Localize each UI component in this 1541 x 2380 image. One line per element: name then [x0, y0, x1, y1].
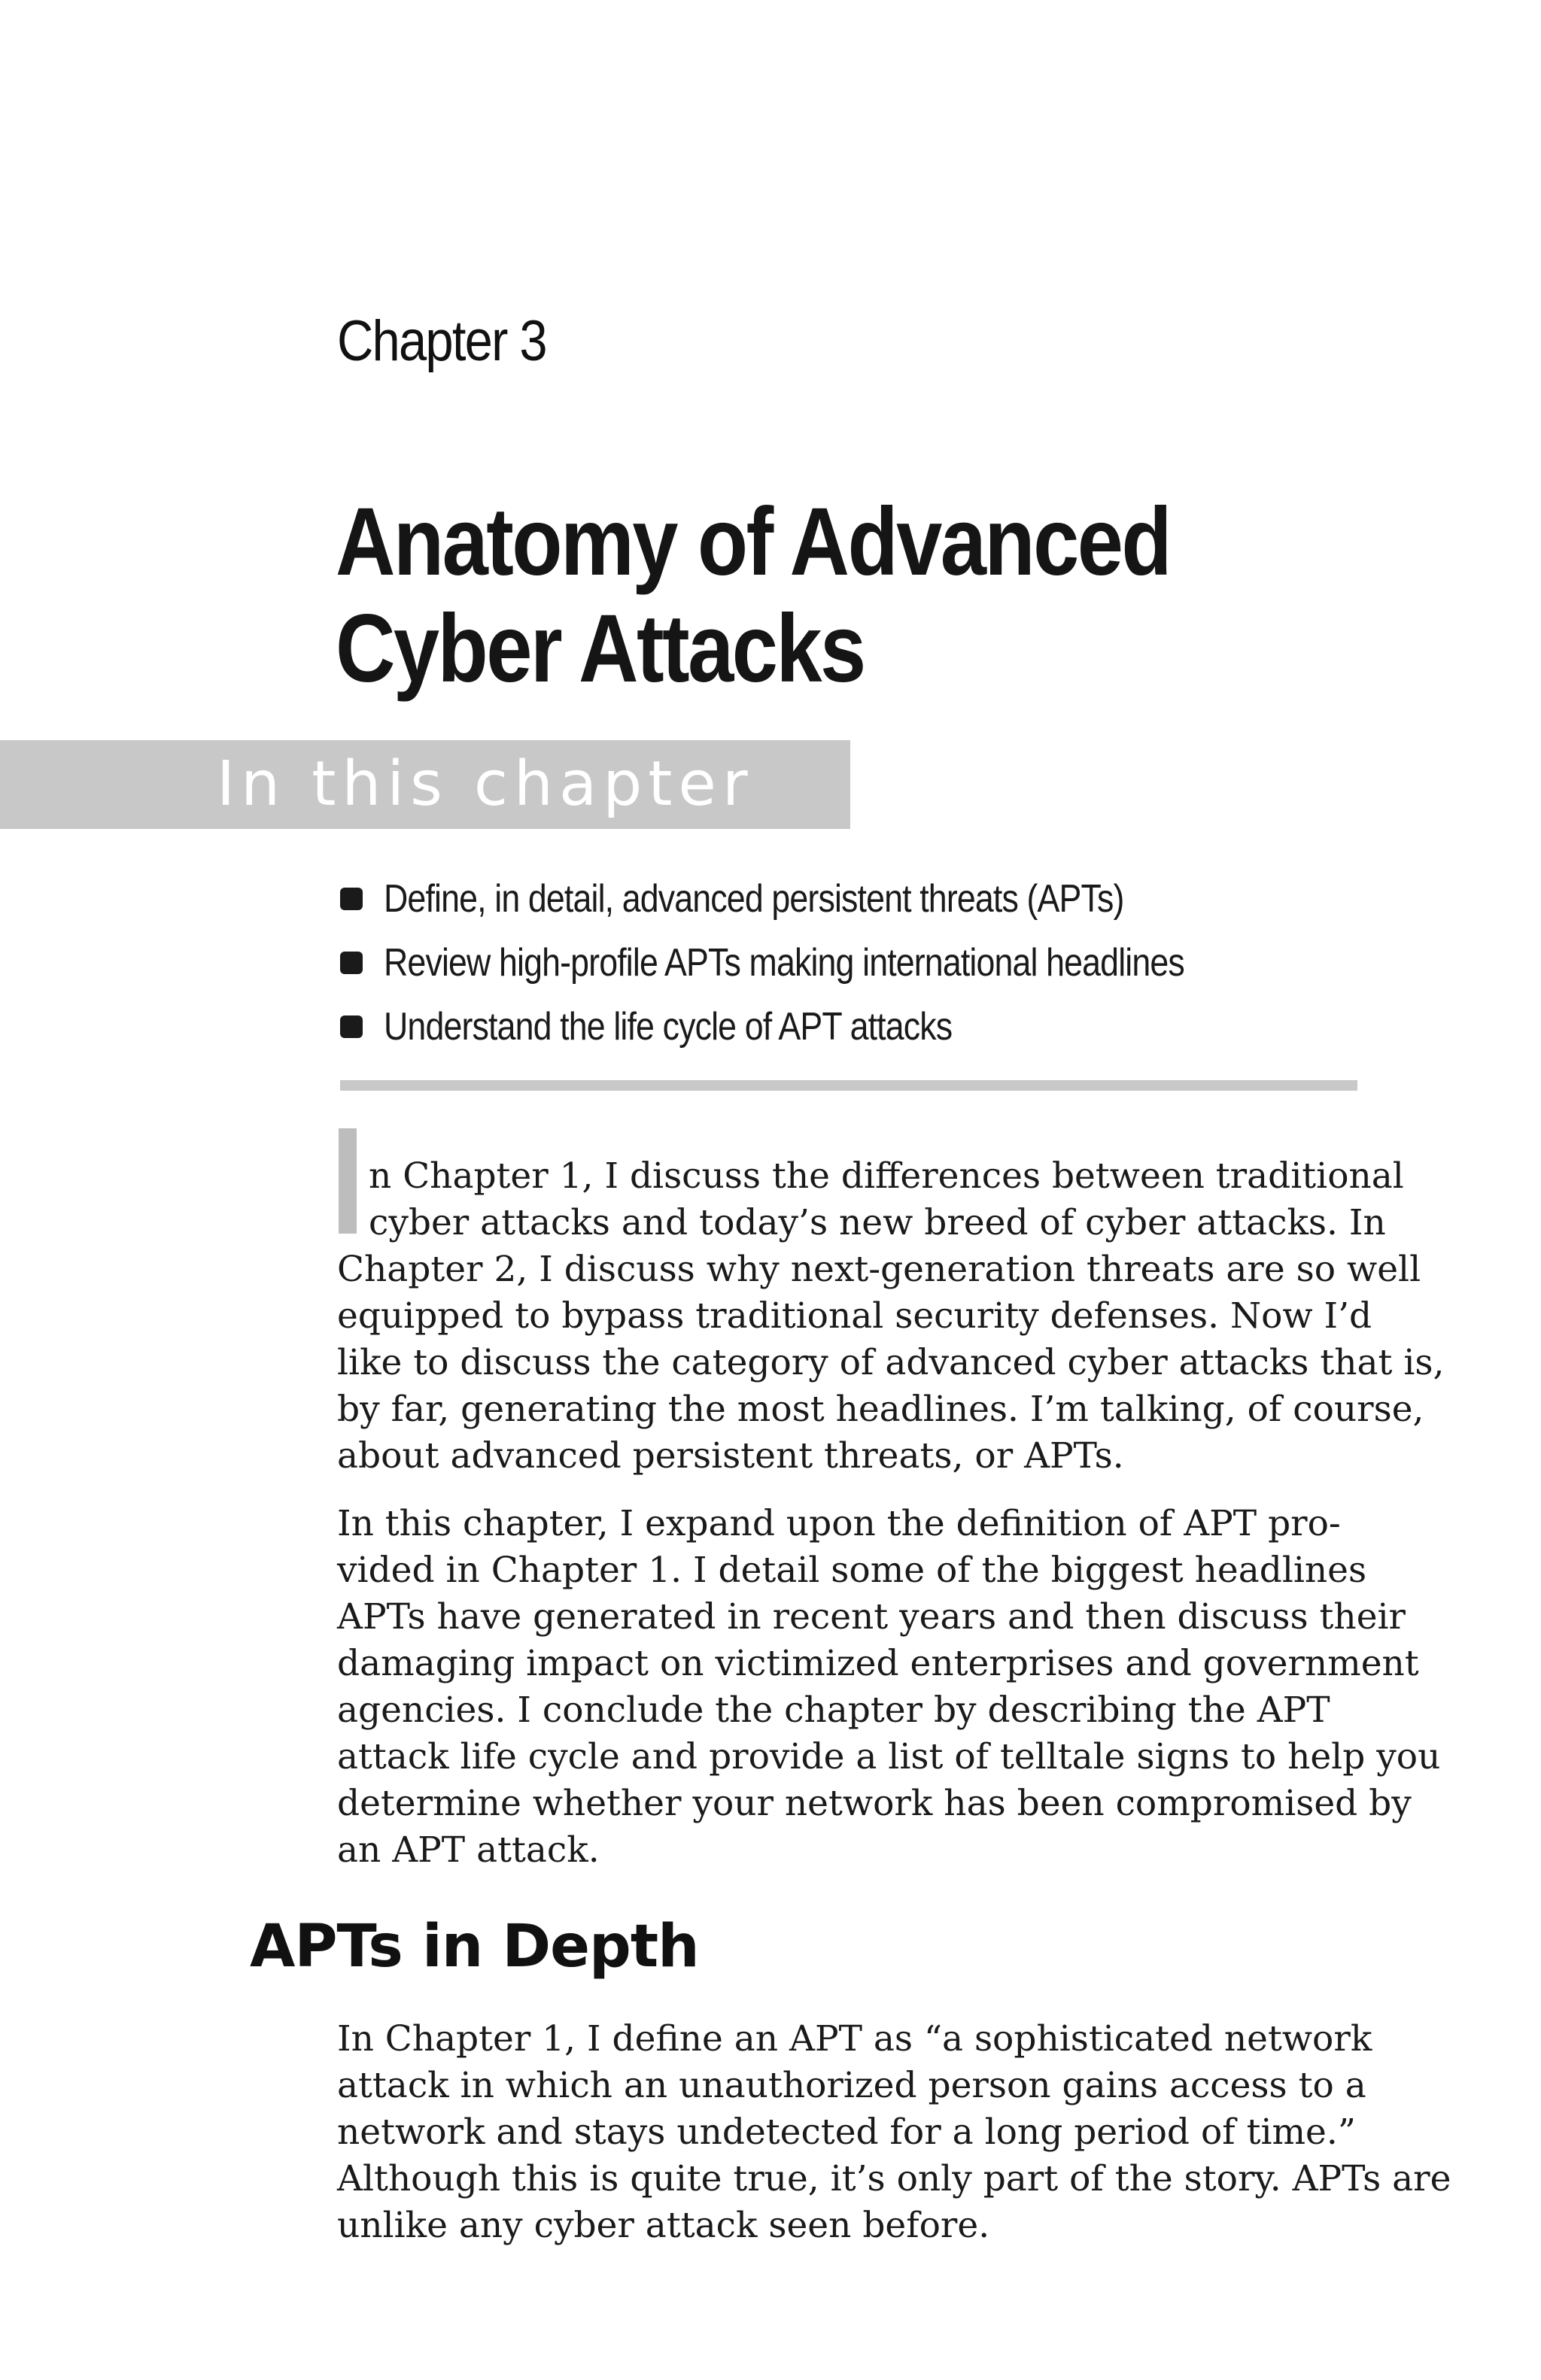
topic-text: Review high-profile APTs making international headlines [384, 940, 1184, 985]
text-line: In Chapter 1, I define an APT as “a sophisticated network [337, 2018, 1372, 2060]
in-this-chapter-label: In this chapter [217, 748, 754, 820]
list-item [340, 867, 1315, 930]
text-line: damaging impact on victimized enterprises and government [337, 1643, 1419, 1684]
chapter-overview-paragraph [337, 1501, 1441, 1874]
text-line: about advanced persistent threats, or APTs. [337, 1435, 1124, 1477]
text-line: by far, generating the most headlines. I’m talking, of course, [337, 1389, 1424, 1430]
text-line: cyber attacks and today’s new breed of cyber attacks. In [369, 1202, 1386, 1243]
text-line: like to discuss the category of advanced cyber attacks that is, [337, 1342, 1445, 1383]
text-line: Although this is quite true, it’s only part of the story. APTs are [337, 2158, 1451, 2199]
topic-text: Define, in detail, advanced persistent threats (APTs) [384, 876, 1124, 921]
chapter-label: Chapter 3 [337, 309, 546, 373]
text-line: attack in which an unauthorized person gains access to a [337, 2065, 1366, 2106]
text-line: an APT attack. [337, 1829, 600, 1871]
text-line: determine whether your network has been compromised by [337, 1783, 1412, 1824]
section-paragraph [337, 2016, 1451, 2249]
text-line: agencies. I conclude the chapter by describing the APT [337, 1689, 1330, 1731]
text-line: APTs have generated in recent years and then discuss their [337, 1596, 1406, 1638]
chapter-title-line: Cyber Attacks [336, 595, 865, 703]
section-heading: APTs in Depth [250, 1913, 699, 1981]
chapter-topic-list [340, 867, 1315, 1058]
text-line: In this chapter, I expand upon the definition of APT pro- [337, 1503, 1341, 1544]
square-bullet-icon [340, 952, 363, 974]
text-line: n Chapter 1, I discuss the differences between traditional [369, 1155, 1404, 1197]
list-item [340, 994, 1315, 1058]
chapter-title-line: Anatomy of Advanced [336, 488, 1171, 596]
text-line: equipped to bypass traditional security defenses. Now I’d [337, 1295, 1372, 1337]
text-line: attack life cycle and provide a list of telltale signs to help you [337, 1736, 1441, 1777]
square-bullet-icon [340, 888, 363, 910]
text-line: unlike any cyber attack seen before. [337, 2205, 990, 2246]
list-item [340, 930, 1315, 994]
section-divider [340, 1080, 1357, 1091]
text-line: vided in Chapter 1. I detail some of the biggest headlines [337, 1550, 1367, 1591]
text-line: Chapter 2, I discuss why next-generation threats are so well [337, 1249, 1421, 1290]
chapter-title [336, 489, 1242, 703]
topic-text: Understand the life cycle of APT attacks [384, 1004, 953, 1049]
square-bullet-icon [340, 1015, 363, 1038]
intro-paragraph [337, 1153, 1445, 1480]
text-line: network and stays undetected for a long period of time.” [337, 2111, 1356, 2153]
